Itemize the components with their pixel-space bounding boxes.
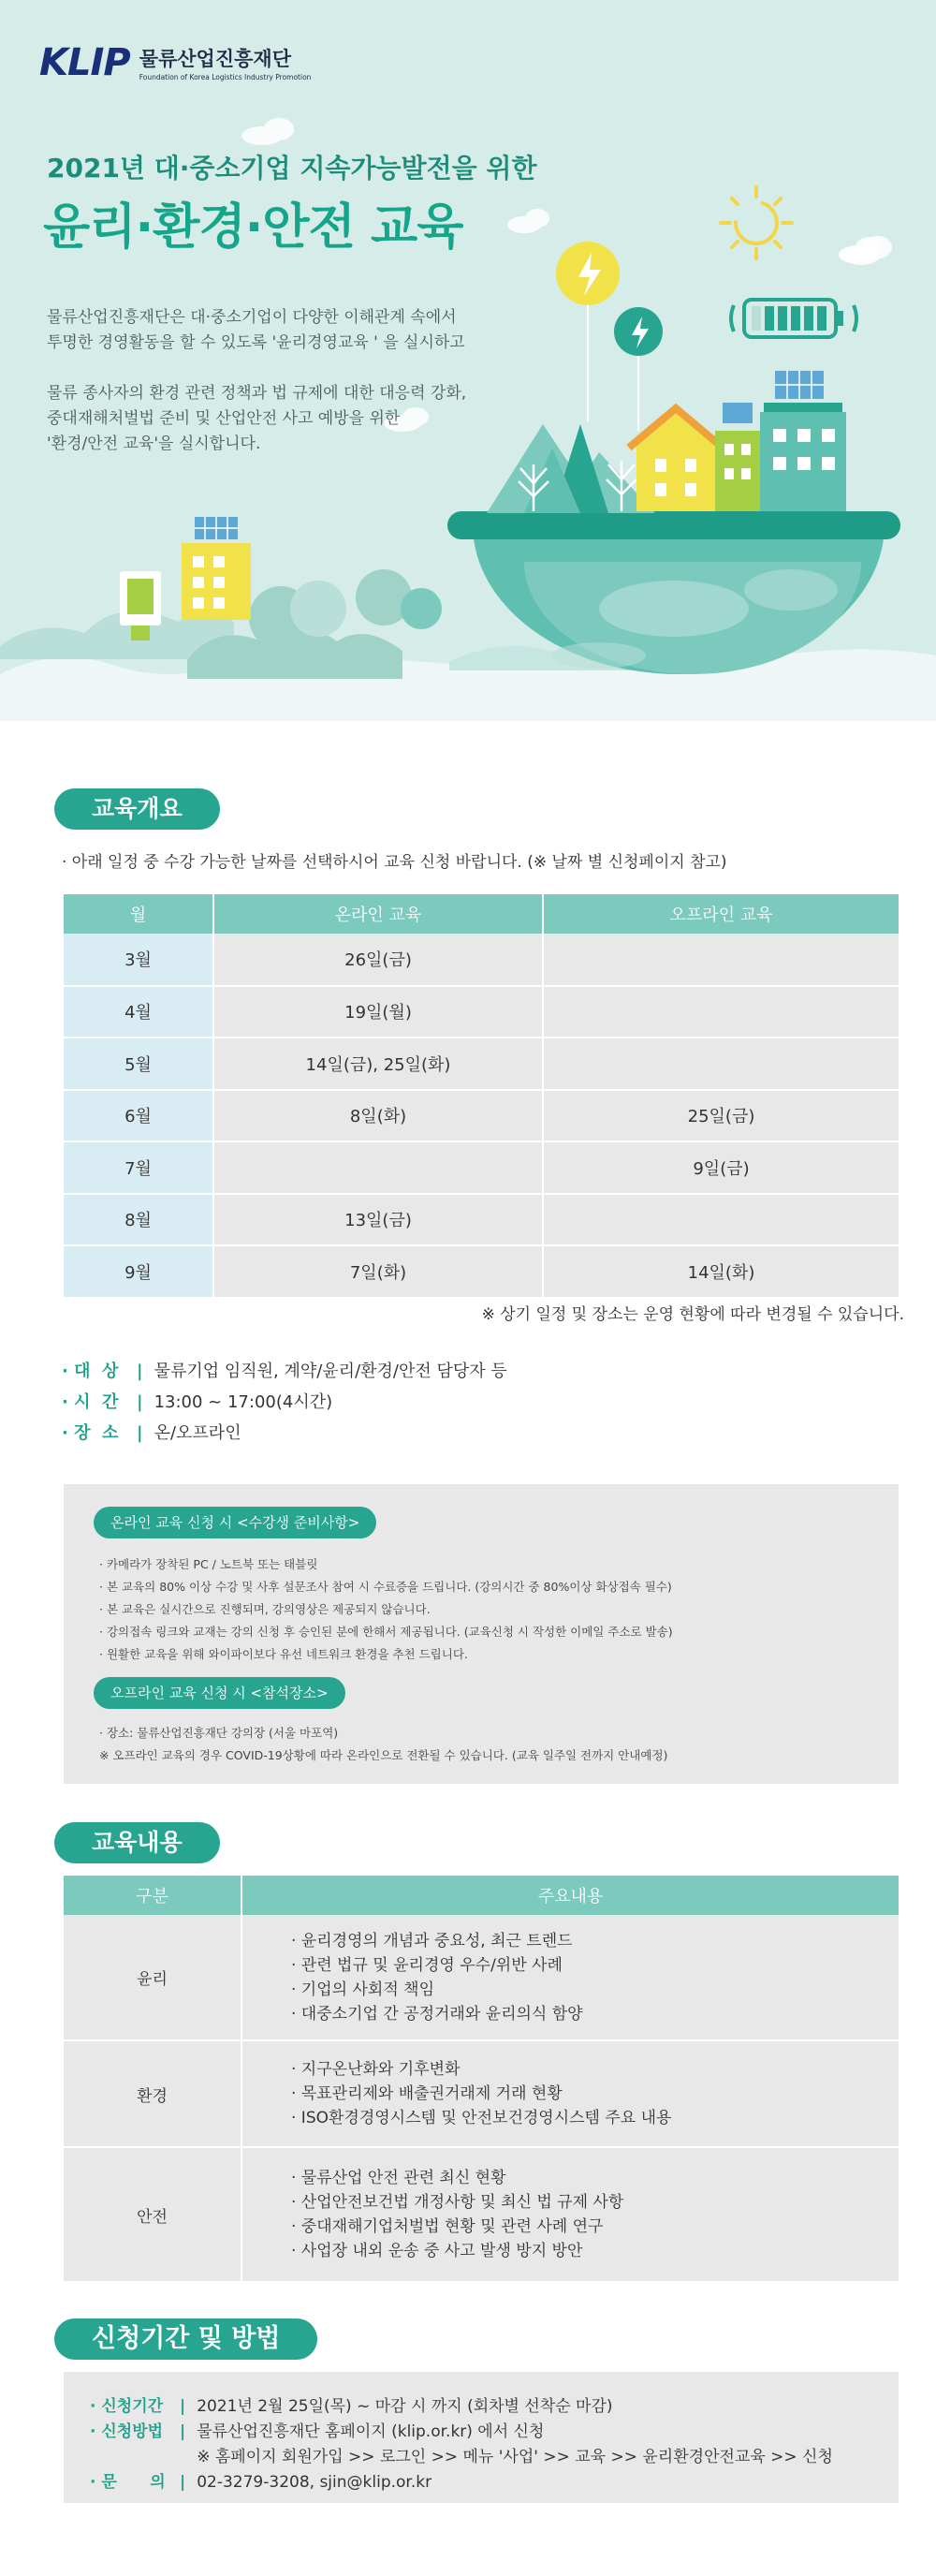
table-row xyxy=(64,1194,899,1246)
list-item: · ISO환경경영시스템 및 안전보건경영시스템 주요 내용 xyxy=(291,2109,672,2127)
apply-value-link[interactable]: 물류산업진흥재단 홈페이지 (klip.or.kr) 에서 신청 xyxy=(197,2422,545,2441)
apply-key: · 신청방법 xyxy=(90,2422,164,2441)
list-item: · 산업안전보건법 개정사항 및 최신 법 규제 사항 xyxy=(291,2193,624,2212)
list-item: · 윤리경영의 개념과 중요성, 최근 트렌드 xyxy=(291,1931,573,1950)
category-cell: 환경 xyxy=(64,2040,241,2147)
table-row xyxy=(64,986,899,1038)
hero-title: 윤리·환경·안전 교육 xyxy=(43,199,463,256)
course-info-list xyxy=(62,1356,507,1449)
table-row xyxy=(64,2040,899,2147)
table-row xyxy=(64,1915,899,2040)
month-cell: 7월 xyxy=(64,1141,213,1194)
apply-key xyxy=(90,2445,172,2470)
offline-date-cell[interactable]: 14일(화) xyxy=(543,1245,899,1298)
month-cell: 5월 xyxy=(64,1038,213,1090)
list-item: · 사업장 내외 운송 중 사고 발생 방지 방안 xyxy=(291,2242,583,2260)
content-items-cell xyxy=(241,1915,899,2040)
schedule-header-row xyxy=(64,894,899,934)
apply-row-period: · 신청기간 | 2021년 2월 25일(목) ~ 마감 시 까지 (회차별 선착순 마감) xyxy=(90,2394,899,2420)
list-item: · 카메라가 장착된 PC / 노트북 또는 태블릿 xyxy=(99,1557,318,1571)
info-row-time: · 시 간 | 13:00 ~ 17:00(4시간) xyxy=(62,1387,507,1418)
info-row-target: · 대 상 | 물류기업 임직원, 계약/윤리/환경/안전 담당자 등 xyxy=(62,1356,507,1387)
lightning-balloon-icon xyxy=(614,307,663,431)
content-items-cell xyxy=(241,2147,899,2282)
column-header-online: 온라인 교육 xyxy=(213,894,543,934)
schedule-table xyxy=(64,894,899,1299)
table-row xyxy=(64,934,899,986)
offline-date-cell[interactable] xyxy=(543,1038,899,1090)
contact-value[interactable]: 02-3279-3208, sjin@klip.or.kr xyxy=(197,2473,432,2492)
schedule-change-note: ※ 상기 일정 및 장소는 운영 현황에 따라 변경될 수 있습니다. xyxy=(481,1305,904,1324)
list-item: · 관련 법규 및 윤리경영 우수/위반 사례 xyxy=(291,1955,563,1975)
online-date-cell[interactable]: 8일(화) xyxy=(213,1090,543,1142)
content-items-cell xyxy=(241,2040,899,2147)
column-header-category: 구분 xyxy=(64,1876,241,1915)
list-item: · 강의접속 링크와 교재는 강의 신청 후 승인된 분에 한해서 제공됩니다. (교육신청 시 작성한 이메일 주소로 발송) xyxy=(99,1625,673,1639)
list-item: ※ 오프라인 교육의 경우 COVID-19상황에 따라 온라인으로 전환될 수 있습니다. (교육 일주일 전까지 안내예정) xyxy=(99,1748,668,1762)
info-value: 물류기업 임직원, 계약/윤리/환경/안전 담당자 등 xyxy=(154,1362,507,1381)
logo-mark: KLIP xyxy=(39,41,130,84)
apply-row-contact: · 문 의 | 02-3279-3208, sjin@klip.or.kr xyxy=(90,2470,899,2495)
application-info-box xyxy=(64,2372,899,2503)
info-value: 13:00 ~ 17:00(4시간) xyxy=(154,1392,333,1412)
info-row-place: · 장 소 | 온/오프라인 xyxy=(62,1418,507,1449)
org-name-en: Foundation of Korea Logistics Industry Promotion xyxy=(139,73,312,81)
info-key: · 시 간 xyxy=(62,1392,119,1412)
category-cell: 안전 xyxy=(64,2147,241,2282)
section-heading-apply: 신청기간 및 방법 xyxy=(54,2318,317,2360)
offline-date-cell[interactable]: 9일(금) xyxy=(543,1141,899,1194)
hero-desc-paragraph: 물류 종사자의 환경 관련 정책과 법 규제에 대한 대응력 강화, 중대재해처벌법 준비 및 산업안전 사고 예방을 위한 '환경/안전 교육'을 실시합니다. xyxy=(47,384,467,453)
column-header-offline: 오프라인 교육 xyxy=(543,894,899,934)
hero-desc-paragraph: 물류산업진흥재단은 대·중소기업이 다양한 이해관계 속에서 투명한 경영활동을 할 수 있도록 '윤리경영교육 ' 을 실시하고 xyxy=(47,308,465,352)
apply-key: · 신청기간 xyxy=(90,2397,164,2416)
preparation-notice-box xyxy=(64,1484,899,1784)
online-date-cell[interactable]: 13일(금) xyxy=(213,1194,543,1246)
list-item: · 대중소기업 간 공정거래와 윤리의식 함양 xyxy=(291,2004,583,2024)
offline-date-cell[interactable] xyxy=(543,1194,899,1246)
category-cell: 윤리 xyxy=(64,1915,241,2040)
month-cell: 4월 xyxy=(64,986,213,1038)
list-item: · 중대재해기업처벌법 현황 및 관련 사례 연구 xyxy=(291,2217,604,2236)
list-item: · 목표관리제와 배출권거래제 거래 현황 xyxy=(291,2084,563,2103)
hero-banner xyxy=(0,0,936,721)
month-cell: 6월 xyxy=(64,1090,213,1142)
apply-row-method-note xyxy=(90,2445,899,2470)
hero-description xyxy=(47,305,571,482)
section-heading-contents: 교육내용 xyxy=(54,1822,220,1863)
info-value: 온/오프라인 xyxy=(154,1423,241,1443)
battery-icon xyxy=(731,300,856,337)
month-cell: 8월 xyxy=(64,1194,213,1246)
table-row xyxy=(64,1038,899,1090)
table-row xyxy=(64,1090,899,1142)
offline-date-cell[interactable] xyxy=(543,934,899,986)
online-date-cell[interactable]: 19일(월) xyxy=(213,986,543,1038)
course-contents-table xyxy=(64,1876,899,2283)
sun-icon xyxy=(721,187,792,258)
online-date-cell[interactable]: 14일(금), 25일(화) xyxy=(213,1038,543,1090)
online-date-cell[interactable]: 7일(화) xyxy=(213,1245,543,1298)
column-header-main-content: 주요내용 xyxy=(241,1876,899,1915)
offline-place-title: 오프라인 교육 신청 시 <참석장소> xyxy=(94,1677,345,1709)
klip-logo[interactable] xyxy=(39,41,311,84)
list-item: · 기업의 사회적 책임 xyxy=(291,1980,434,1999)
apply-value: ※ 홈페이지 회원가입 >> 로그인 >> 메뉴 '사업' >> 교육 >> 윤리환경안전교육 >> 신청 xyxy=(197,2448,833,2466)
offline-date-cell[interactable]: 25일(금) xyxy=(543,1090,899,1142)
list-item: · 본 교육의 80% 이상 수강 및 사후 설문조사 참여 시 수료증을 드립니다. (강의시간 중 80%이상 화상접속 필수) xyxy=(99,1580,672,1594)
info-key: · 장 소 xyxy=(62,1423,119,1443)
online-date-cell[interactable]: 26일(금) xyxy=(213,934,543,986)
hero-subtitle: 2021년 대·중소기업 지속가능발전을 위한 xyxy=(47,153,537,184)
section-heading-overview: 교육개요 xyxy=(54,788,220,830)
online-prep-title: 온라인 교육 신청 시 <수강생 준비사항> xyxy=(94,1507,376,1538)
apply-row-method: · 신청방법 | 물류산업진흥재단 홈페이지 (klip.or.kr) 에서 신청 xyxy=(90,2420,899,2445)
online-prep-list xyxy=(99,1553,673,1666)
month-cell: 9월 xyxy=(64,1245,213,1298)
list-item: · 장소: 물류산업진흥재단 강의장 (서울 마포역) xyxy=(99,1726,339,1740)
table-row xyxy=(64,1141,899,1194)
offline-date-cell[interactable] xyxy=(543,986,899,1038)
table-row xyxy=(64,2147,899,2282)
apply-key: · 문 의 xyxy=(90,2473,166,2492)
column-header-month: 월 xyxy=(64,894,213,934)
org-name: 물류산업진흥재단 xyxy=(139,48,291,70)
list-item: · 본 교육은 실시간으로 진행되며, 강의영상은 제공되지 않습니다. xyxy=(99,1602,431,1616)
table-row xyxy=(64,1245,899,1298)
apply-value: 2021년 2월 25일(목) ~ 마감 시 까지 (회차별 선착순 마감) xyxy=(197,2397,613,2416)
list-item: · 물류산업 안전 관련 최신 현황 xyxy=(291,2169,506,2187)
offline-place-list xyxy=(99,1722,667,1767)
overview-lead-text: · 아래 일정 중 수강 가능한 날짜를 선택하시어 교육 신청 바랍니다. (※ 날짜 별 신청페이지 참고) xyxy=(62,853,727,872)
online-date-cell[interactable] xyxy=(213,1141,543,1194)
list-item: · 원활한 교육을 위해 와이파이보다 유선 네트워크 환경을 추천 드립니다. xyxy=(99,1647,468,1661)
info-key: · 대 상 xyxy=(62,1362,119,1381)
list-item: · 지구온난화와 기후변화 xyxy=(291,2060,461,2079)
month-cell: 3월 xyxy=(64,934,213,986)
contents-header-row xyxy=(64,1876,899,1915)
